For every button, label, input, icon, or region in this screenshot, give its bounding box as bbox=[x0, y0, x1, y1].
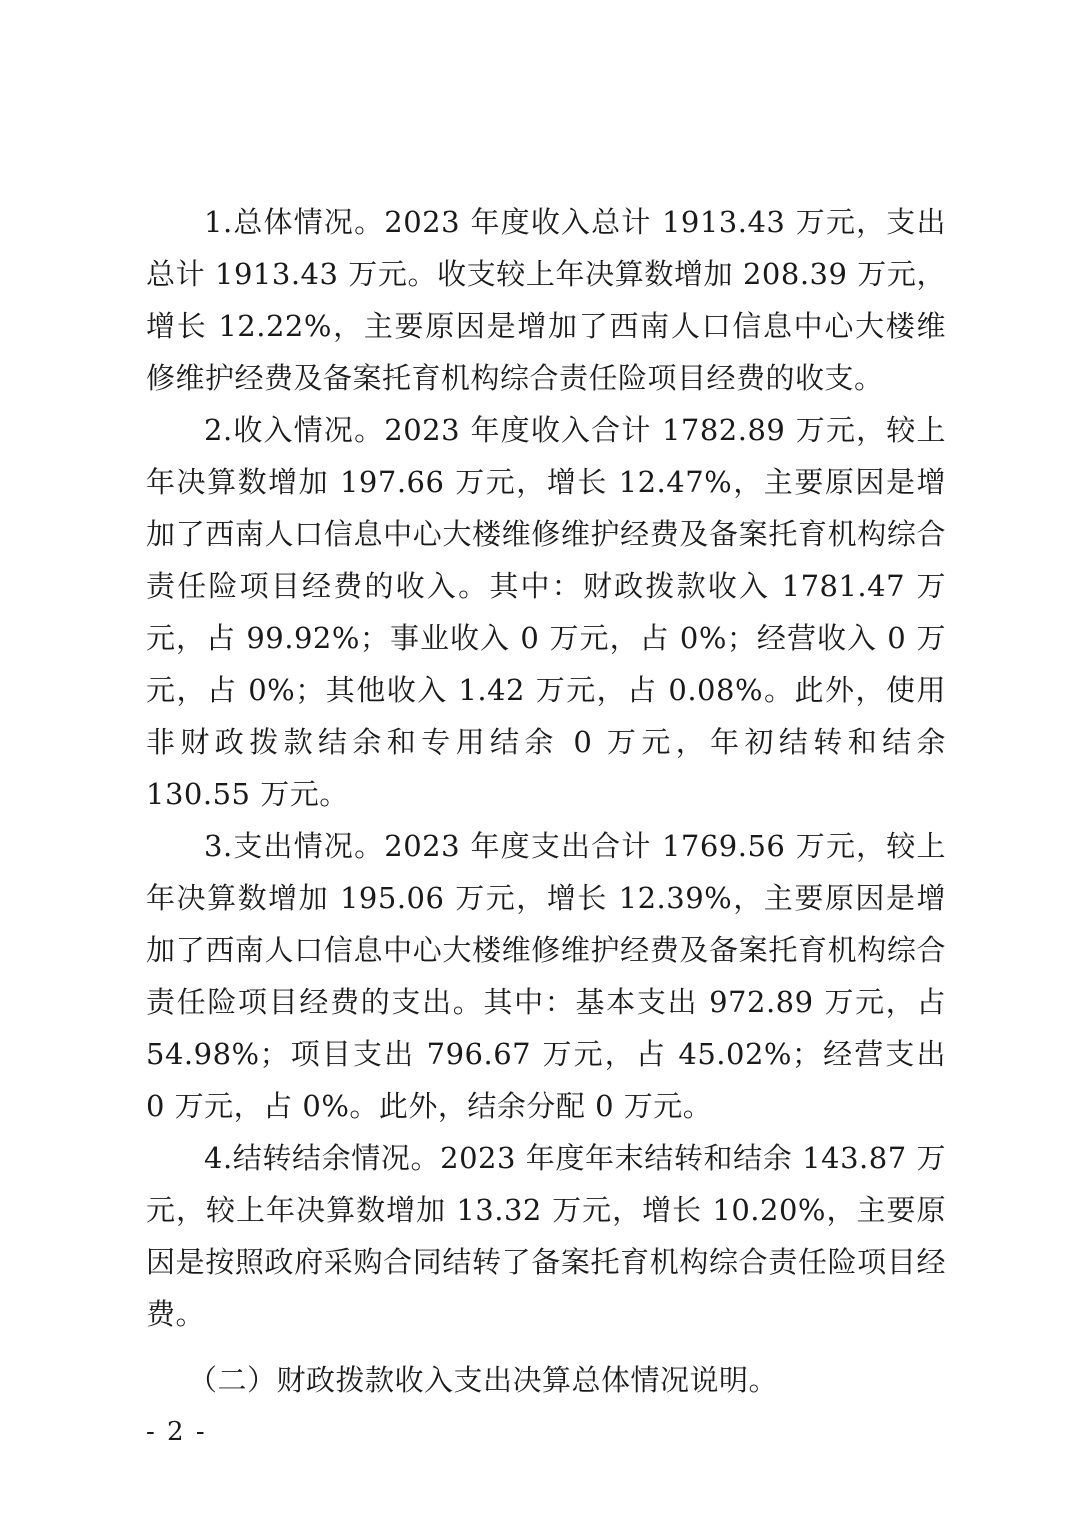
page-number: - 2 - bbox=[146, 1417, 207, 1447]
paragraph-overall: 1.总体情况。2023 年度收入总计 1913.43 万元，支出总计 1913.43 万元。收支较上年决算数增加 208.39 万元，增长 12.22%，主要原因是增加了西南人口信息中心大楼维修维护经费及备案托育机构综合责任险项目经费的收支。 bbox=[146, 205, 946, 395]
paragraph-expenditure: 3.支出情况。2023 年度支出合计 1769.56 万元，较上年决算数增加 195.06 万元，增长 12.39%，主要原因是增加了西南人口信息中心大楼维修维护经费及备案托育机构综合责任险项目经费的支出。其中：基本支出 972.89 万元，占 54.98%；项目支出 796.67 万元，占 45.02%；经营支出 0 万元，占 0%。此外，结余分配 0 万元。 bbox=[146, 829, 946, 1123]
paragraph-income: 2.收入情况。2023 年度收入合计 1782.89 万元，较上年决算数增加 197.66 万元，增长 12.47%，主要原因是增加了西南人口信息中心大楼维修维护经费及备案托育机构综合责任险项目经费的收入。其中：财政拨款收入 1781.47 万元，占 99.92%；事业收入 0 万元，占 0%；经营收入 0 万元，占 0%；其他收入 1.42 万元，占 0.08%。此外，使用非财政拨款结余和专用结余 0 万元，年初结转和结余 130.55 万元。 bbox=[146, 413, 946, 811]
paragraph-carryover: 4.结转结余情况。2023 年度年末结转和结余 143.87 万元，较上年决算数增加 13.32 万元，增长 10.20%，主要原因是按照政府采购合同结转了备案托育机构综合责任险项目经费。 bbox=[146, 1141, 946, 1331]
section-heading: （二）财政拨款收入支出决算总体情况说明。 bbox=[188, 1363, 779, 1397]
document-body bbox=[146, 196, 946, 1406]
